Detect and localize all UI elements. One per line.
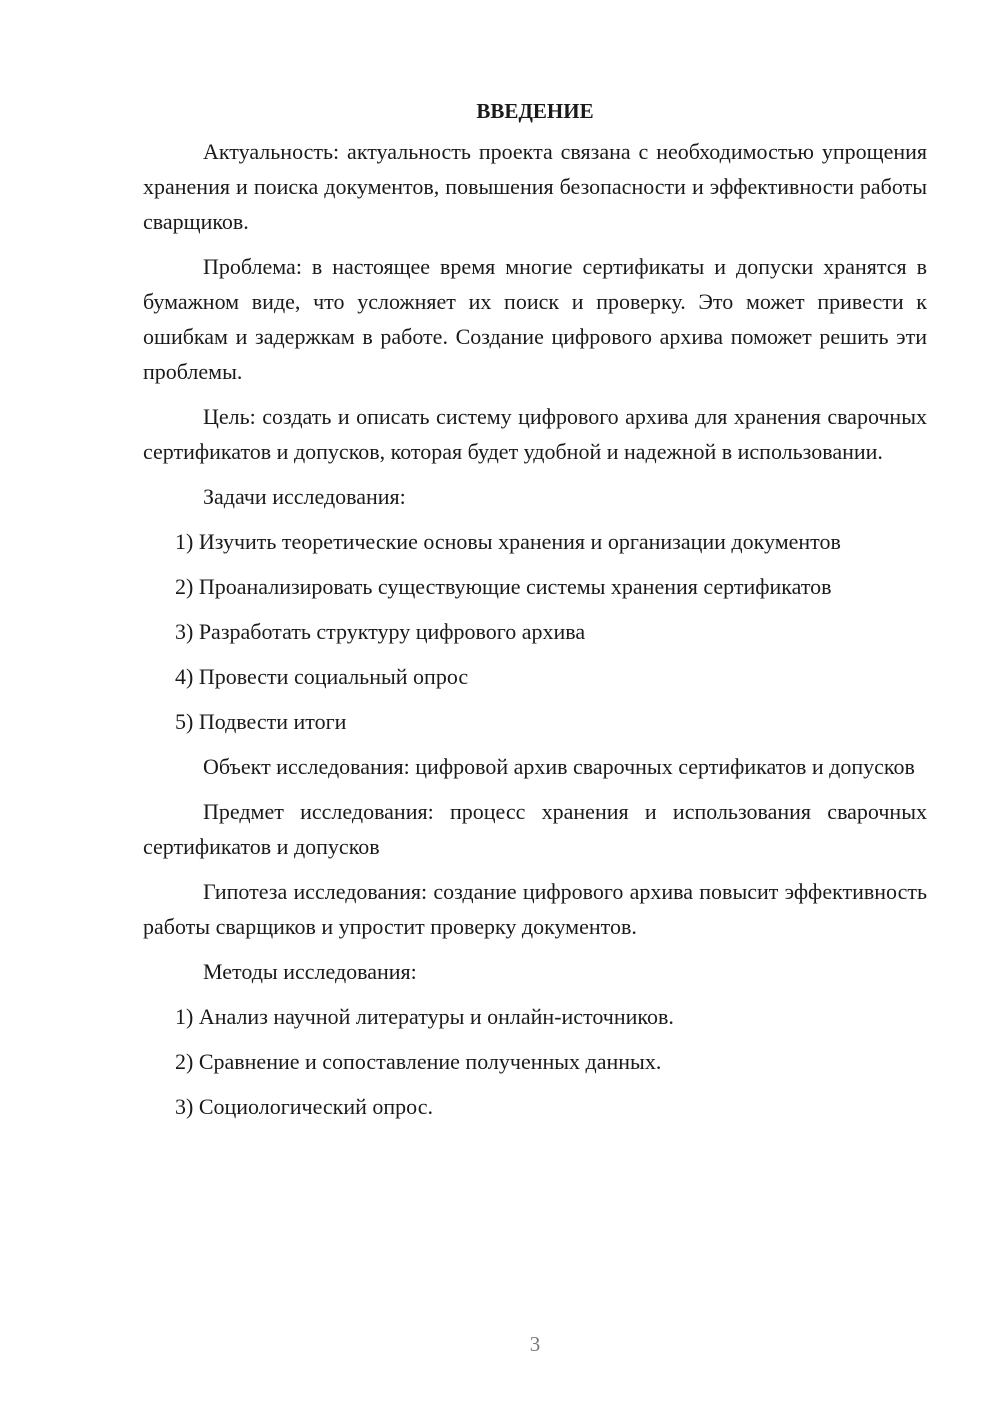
- page-title: ВВЕДЕНИЕ: [476, 99, 594, 123]
- paragraph-goal: Цель: создать и описать систему цифрового архива для хранения сварочных сертификатов и допусков, которая будет удобной и надежной в использовании.: [143, 404, 927, 464]
- paragraph-problem: Проблема: в настоящее время многие сертификаты и допуски хранятся в бумажном виде, что усложняет их поиск и проверку. Это может привести к ошибкам и задержкам в работе. Создание цифрового архива поможет решить эти проблемы.: [143, 254, 927, 384]
- list-item: 3) Разработать структуру цифрового архива: [175, 619, 586, 644]
- list-item: 4) Провести социальный опрос: [175, 664, 469, 689]
- list-item: 2) Проанализировать существующие системы хранения сертификатов: [175, 574, 832, 599]
- list-item: 2) Сравнение и сопоставление полученных данных.: [175, 1049, 662, 1074]
- methods-heading: Методы исследования:: [203, 959, 417, 984]
- paragraph-subject: Предмет исследования: процесс хранения и использования сварочных сертификатов и допусков: [143, 799, 927, 859]
- page-content: [143, 94, 927, 1134]
- methods-list: [143, 999, 927, 1124]
- tasks-heading: Задачи исследования:: [203, 484, 406, 509]
- tasks-list: [143, 524, 927, 739]
- paragraph-hypothesis: Гипотеза исследования: создание цифрового архива повысит эффективность работы сварщиков и упростит проверку документов.: [143, 879, 927, 939]
- list-item: 5) Подвести итоги: [175, 709, 347, 734]
- list-item: 1) Изучить теоретические основы хранения и организации документов: [175, 529, 841, 554]
- list-item: 3) Социологический опрос.: [175, 1094, 433, 1119]
- page-number: 3: [529, 1332, 541, 1356]
- paragraph-relevance: Актуальность: актуальность проекта связана с необходимостью упрощения хранения и поиска документов, повышения безопасности и эффективности работы сварщиков.: [143, 139, 927, 234]
- paragraph-object: Объект исследования: цифровой архив сварочных сертификатов и допусков: [203, 754, 915, 779]
- list-item: 1) Анализ научной литературы и онлайн-источников.: [175, 1004, 674, 1029]
